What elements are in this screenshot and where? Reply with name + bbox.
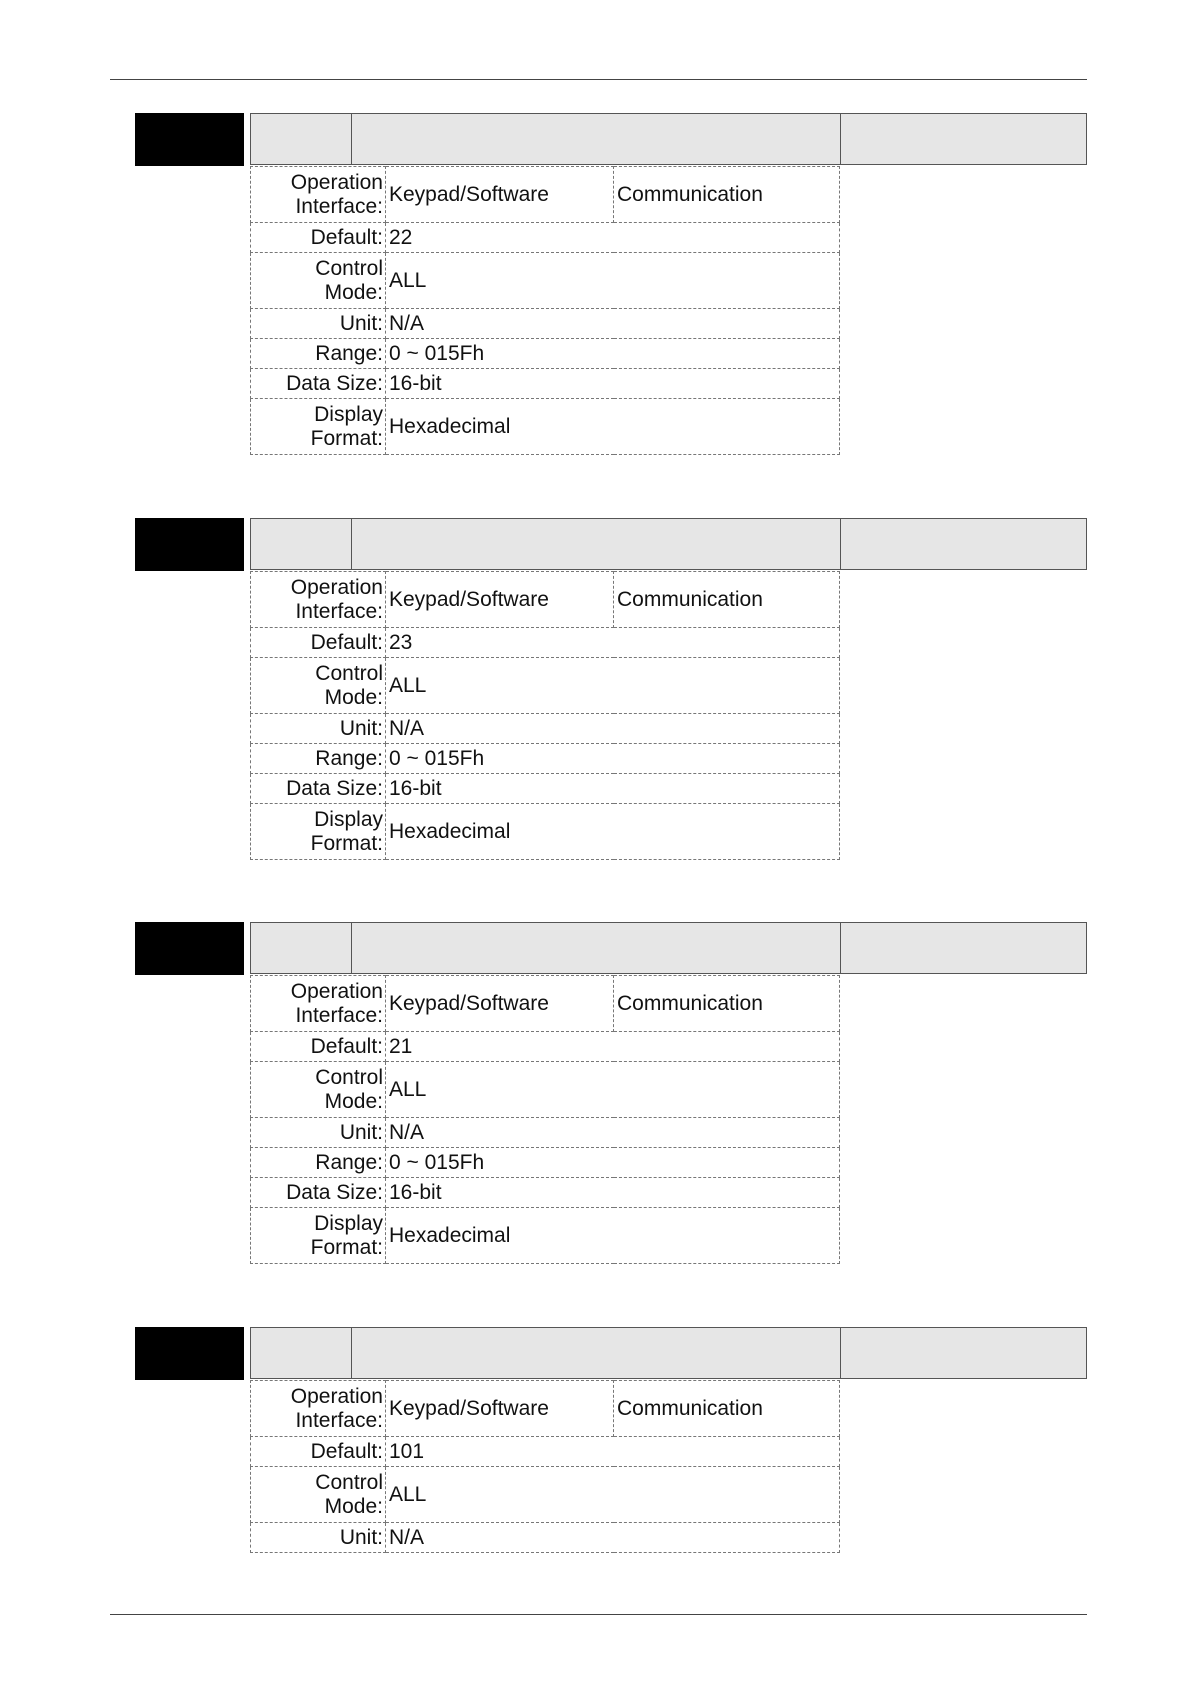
control-mode-row (251, 1467, 840, 1523)
header-divider (840, 1328, 841, 1378)
display-format-value: Hexadecimal (386, 1208, 840, 1264)
unit-row (251, 1118, 840, 1148)
range-value: 0 ~ 015Fh (386, 339, 840, 369)
control-mode-value: ALL (386, 253, 840, 309)
display-format-row (251, 1208, 840, 1264)
keypad-software-value: Keypad/Software (386, 1381, 614, 1437)
data-size-value: 16-bit (386, 774, 840, 804)
parameter-code-tab (135, 518, 244, 571)
control-mode-label: Control Mode: (251, 1467, 386, 1523)
display-format-value: Hexadecimal (386, 804, 840, 860)
parameter-header-bar (250, 922, 1087, 974)
unit-value: N/A (386, 309, 840, 339)
data-size-label: Data Size: (251, 369, 386, 399)
bottom-rule (110, 1614, 1087, 1615)
control-mode-value: ALL (386, 658, 840, 714)
header-divider (840, 519, 841, 569)
range-label: Range: (251, 744, 386, 774)
range-row (251, 1148, 840, 1178)
communication-value: Communication (614, 167, 840, 223)
default-label: Default: (251, 223, 386, 253)
header-divider (351, 114, 352, 164)
header-divider (351, 1328, 352, 1378)
header-divider (840, 923, 841, 973)
default-row (251, 628, 840, 658)
default-value: 101 (386, 1437, 840, 1467)
default-value: 22 (386, 223, 840, 253)
default-label: Default: (251, 628, 386, 658)
operation-interface-row (251, 976, 840, 1032)
communication-value: Communication (614, 572, 840, 628)
data-size-label: Data Size: (251, 774, 386, 804)
display-format-row (251, 399, 840, 455)
control-mode-value: ALL (386, 1062, 840, 1118)
default-value: 21 (386, 1032, 840, 1062)
parameter-info-table (250, 975, 840, 1264)
communication-value: Communication (614, 976, 840, 1032)
unit-label: Unit: (251, 1118, 386, 1148)
range-label: Range: (251, 1148, 386, 1178)
parameter-code-tab (135, 922, 244, 975)
display-format-row (251, 804, 840, 860)
control-mode-row (251, 658, 840, 714)
operation-interface-row (251, 1381, 840, 1437)
unit-label: Unit: (251, 714, 386, 744)
operation-interface-label: Operation Interface: (251, 572, 386, 628)
parameter-header-bar (250, 1327, 1087, 1379)
header-divider (351, 923, 352, 973)
default-label: Default: (251, 1437, 386, 1467)
unit-value: N/A (386, 714, 840, 744)
communication-value: Communication (614, 1381, 840, 1437)
operation-interface-label: Operation Interface: (251, 976, 386, 1032)
range-value: 0 ~ 015Fh (386, 1148, 840, 1178)
unit-row (251, 309, 840, 339)
range-label: Range: (251, 339, 386, 369)
display-format-label: Display Format: (251, 399, 386, 455)
parameter-info-table (250, 571, 840, 860)
keypad-software-value: Keypad/Software (386, 167, 614, 223)
display-format-value: Hexadecimal (386, 399, 840, 455)
range-value: 0 ~ 015Fh (386, 744, 840, 774)
header-divider (840, 114, 841, 164)
operation-interface-row (251, 572, 840, 628)
control-mode-label: Control Mode: (251, 253, 386, 309)
control-mode-value: ALL (386, 1467, 840, 1523)
range-row (251, 339, 840, 369)
control-mode-label: Control Mode: (251, 1062, 386, 1118)
keypad-software-value: Keypad/Software (386, 976, 614, 1032)
data-size-value: 16-bit (386, 369, 840, 399)
unit-label: Unit: (251, 1523, 386, 1553)
display-format-label: Display Format: (251, 1208, 386, 1264)
default-row (251, 1032, 840, 1062)
unit-label: Unit: (251, 309, 386, 339)
data-size-label: Data Size: (251, 1178, 386, 1208)
data-size-row (251, 774, 840, 804)
control-mode-row (251, 253, 840, 309)
unit-value: N/A (386, 1118, 840, 1148)
operation-interface-label: Operation Interface: (251, 1381, 386, 1437)
parameter-info-table (250, 1380, 840, 1553)
range-row (251, 744, 840, 774)
operation-interface-row (251, 167, 840, 223)
keypad-software-value: Keypad/Software (386, 572, 614, 628)
unit-row (251, 714, 840, 744)
parameter-header-bar (250, 518, 1087, 570)
default-label: Default: (251, 1032, 386, 1062)
operation-interface-label: Operation Interface: (251, 167, 386, 223)
top-rule (110, 79, 1087, 80)
parameter-code-tab (135, 1327, 244, 1380)
display-format-label: Display Format: (251, 804, 386, 860)
control-mode-label: Control Mode: (251, 658, 386, 714)
default-row (251, 223, 840, 253)
data-size-value: 16-bit (386, 1178, 840, 1208)
default-row (251, 1437, 840, 1467)
parameter-info-table (250, 166, 840, 455)
parameter-code-tab (135, 113, 244, 166)
data-size-row (251, 1178, 840, 1208)
data-size-row (251, 369, 840, 399)
default-value: 23 (386, 628, 840, 658)
control-mode-row (251, 1062, 840, 1118)
unit-row (251, 1523, 840, 1553)
parameter-header-bar (250, 113, 1087, 165)
header-divider (351, 519, 352, 569)
unit-value: N/A (386, 1523, 840, 1553)
